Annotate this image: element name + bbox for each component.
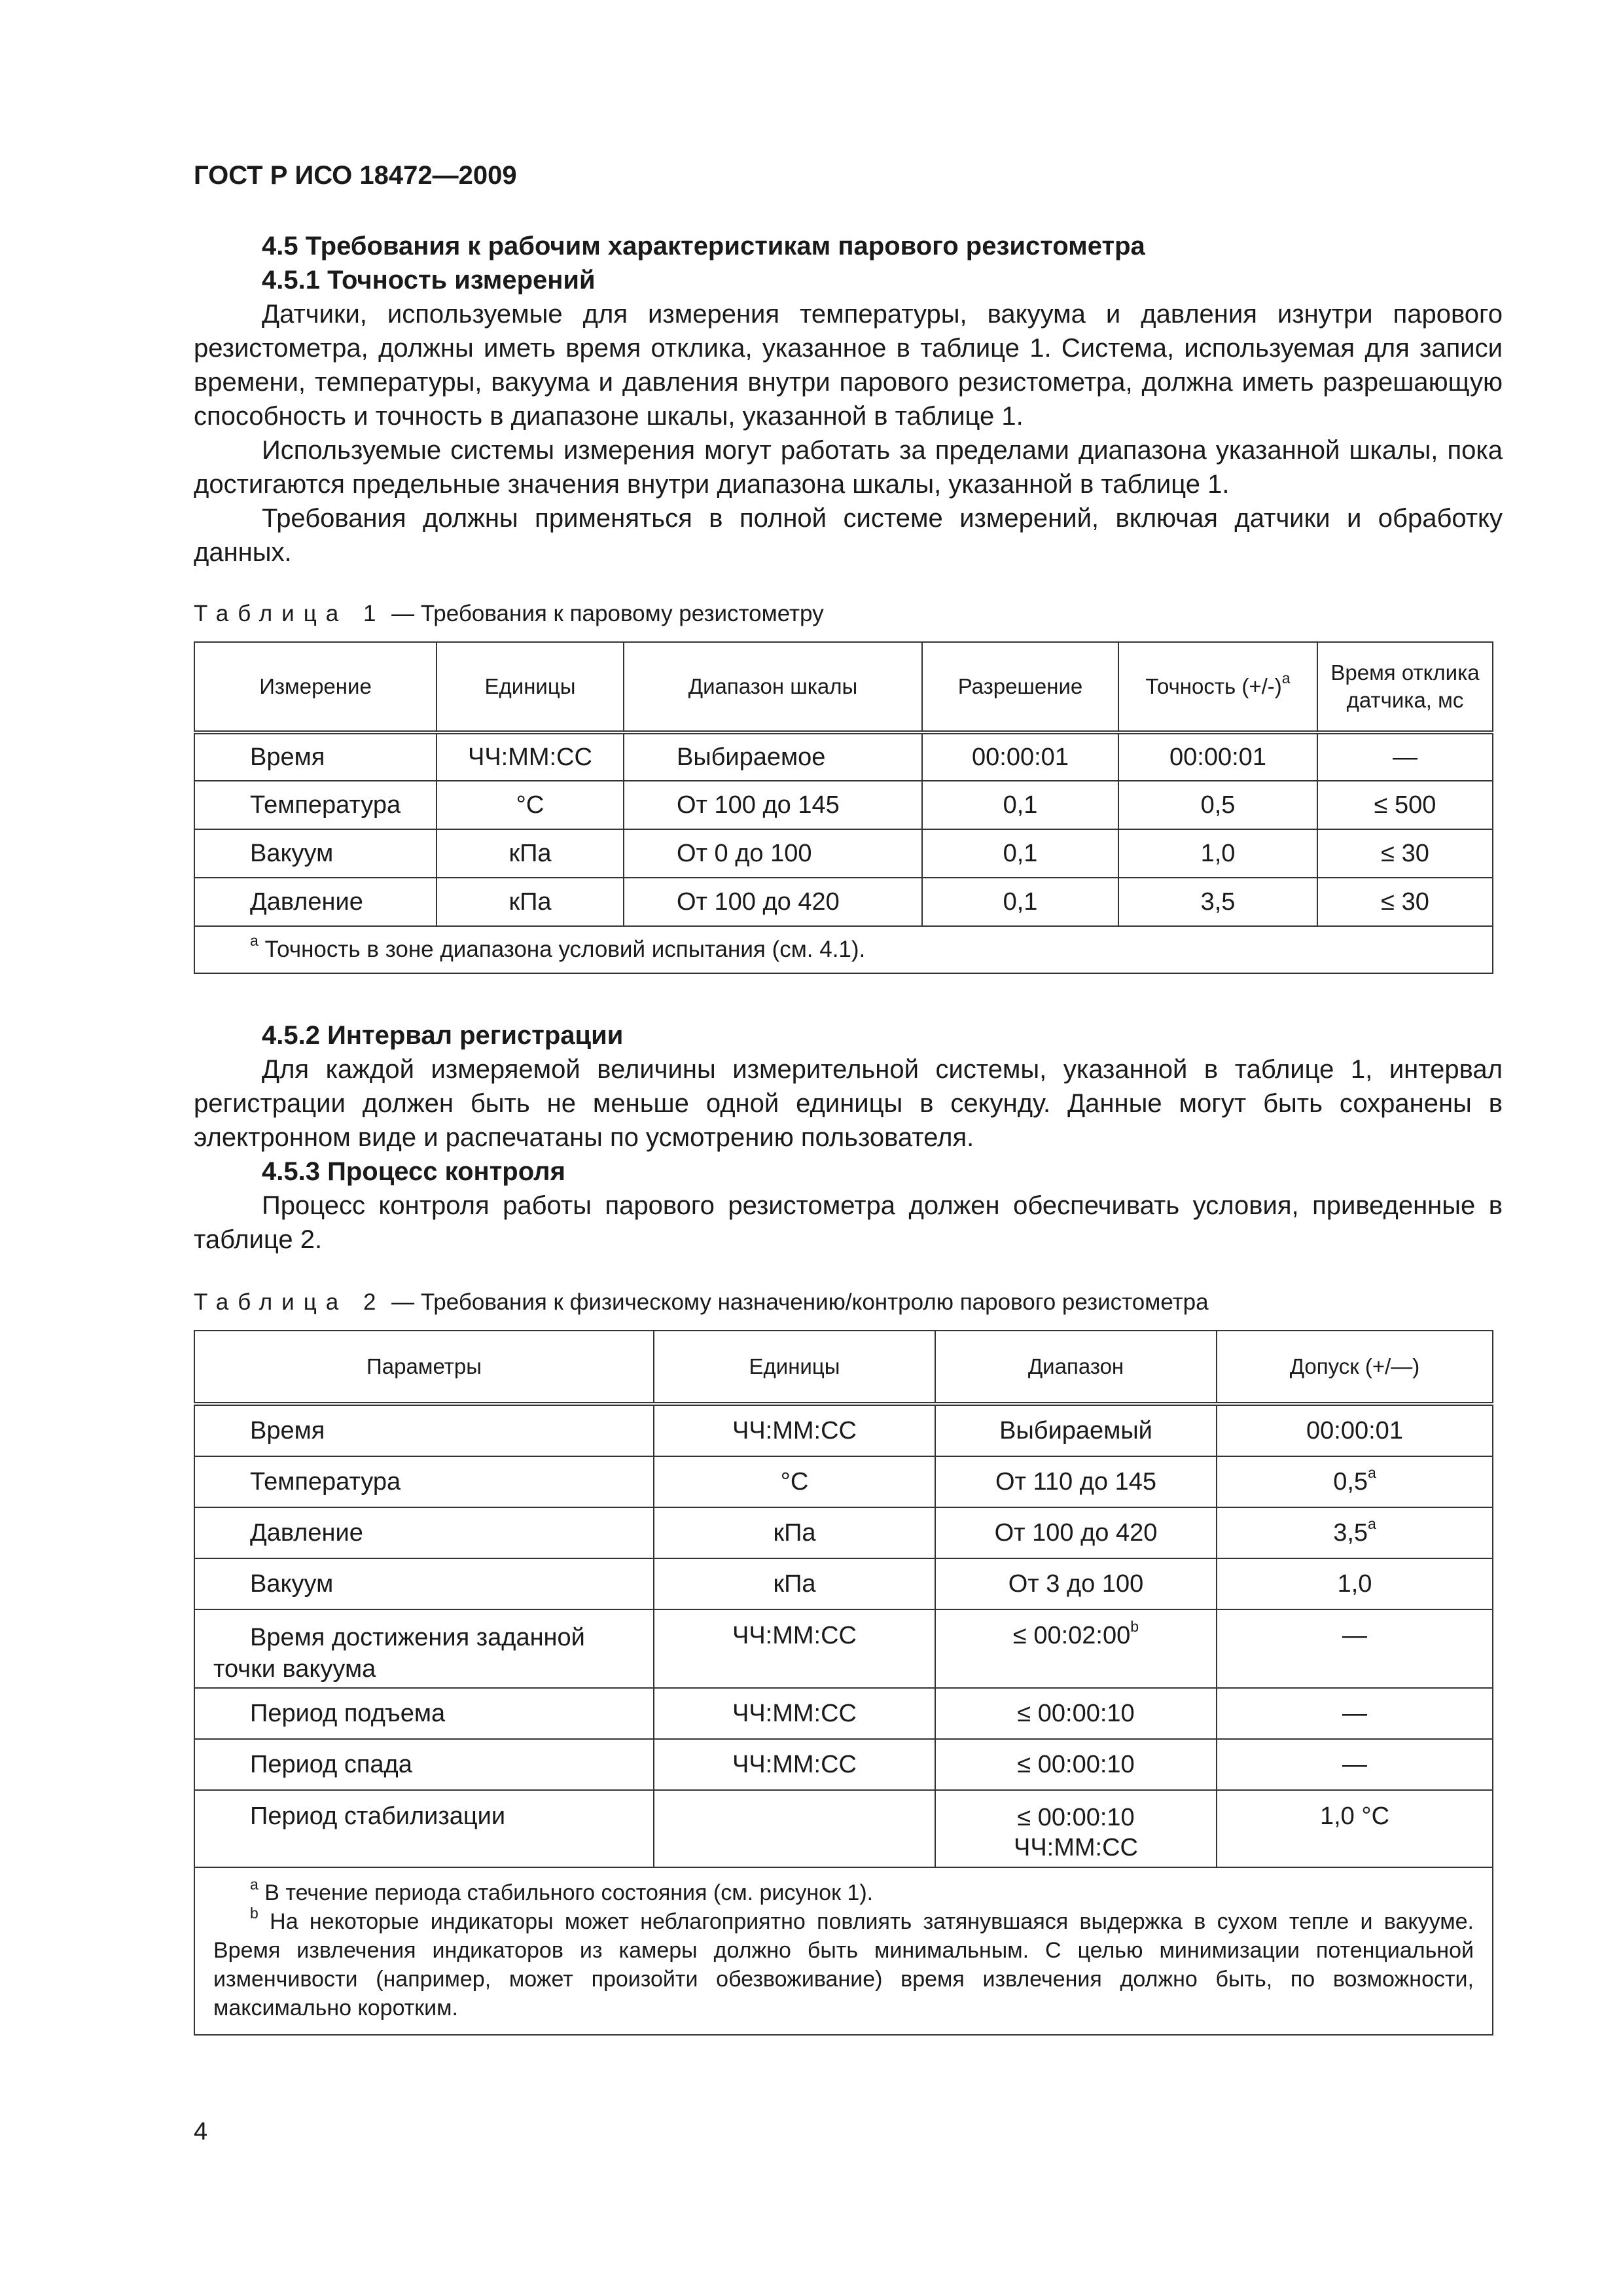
footnote-mark: a — [250, 932, 259, 950]
table2-cell: кПа — [654, 1507, 935, 1558]
table2-cell: Период подъема — [194, 1688, 654, 1739]
table2-footnotes-row — [194, 1867, 1493, 2035]
table2-footnote-b: $^b$ На некоторые индикаторы может неблагоприятно повлиять затянувшаяся выдержка в сухом тепле и вакууме. Время извлечения индикаторов из камеры должно быть минимальным. С целью минимизации потенциальной изменчивости (например, может произойти обезвоживание) время извлечения должно быть, по возможности, максимально коротким. — [213, 1904, 1474, 2020]
table2-cell: Период спада — [194, 1739, 654, 1790]
table1-footnote-row — [194, 926, 1493, 973]
table1-header-measurement: Измерение — [194, 642, 437, 732]
table1-cell: 1,0 — [1118, 829, 1317, 878]
table2-header-parameters: Параметры — [194, 1331, 654, 1404]
table2-cell: 0,5$^a$ — [1217, 1456, 1493, 1507]
table2-caption — [194, 1289, 1209, 1316]
table1-cell: ≤ 500 — [1317, 781, 1493, 829]
table2-cell: Время — [194, 1404, 654, 1456]
table-2 — [194, 1330, 1493, 2036]
table2-cell: ≤ 00:00:10 — [935, 1688, 1217, 1739]
paragraph-accuracy-1: Датчики, используемые для измерения температуры, вакуума и давления изнутри парового резистометра, должны иметь время отклика, указанное в таблице 1. Система, используемая для записи времени, температуры, вакуума и давления внутри парового резистометра, должна иметь разрешающую способность и точность в диапазоне шкалы, указанной в таблице 1. — [194, 300, 1503, 431]
footnote-mark: b — [1130, 1618, 1139, 1636]
page-number: 4 — [194, 2118, 208, 2145]
table1-caption-label: Таблица 1 — [194, 601, 385, 626]
table1-header-response-time: Время отклика датчика, мс — [1317, 642, 1493, 732]
table1-caption — [194, 601, 824, 627]
table2-cell: Время достижения заданной точки вакуума — [194, 1609, 654, 1688]
table2-cell: 1,0 — [1217, 1558, 1493, 1609]
table2-cell: От 3 до 100 — [935, 1558, 1217, 1609]
section-4-5-2-heading: 4.5.2 Интервал регистрации — [262, 1021, 624, 1050]
table2-caption-text: — Требования к физическому назначению/контролю парового резистометра — [385, 1289, 1209, 1315]
table1-cell: Выбираемое — [624, 732, 922, 781]
section-4-5-1-heading: 4.5.1 Точность измерений — [262, 266, 596, 295]
table2-cell: ЧЧ:ММ:СС — [654, 1609, 935, 1688]
table1-cell: ≤ 30 — [1317, 878, 1493, 926]
table2-cell: ЧЧ:ММ:СС — [654, 1688, 935, 1739]
table1-header-units: Единицы — [437, 642, 624, 732]
table1-cell: 0,5 — [1118, 781, 1317, 829]
table2-cell: Выбираемый — [935, 1404, 1217, 1456]
table2-cell: 3,5$^a$ — [1217, 1507, 1493, 1558]
table2-cell: ЧЧ:ММ:СС — [654, 1739, 935, 1790]
table1-row — [194, 732, 1493, 781]
section-4-5-heading: 4.5 Требования к рабочим характеристикам парового резистометра — [262, 232, 1145, 260]
table2-header-units: Единицы — [654, 1331, 935, 1404]
table1-cell: От 0 до 100 — [624, 829, 922, 878]
table1-cell: кПа — [437, 829, 624, 878]
table2-cell: ≤ 00:00:10 — [935, 1739, 1217, 1790]
table1-footnote: $^a$ Точность в зоне диапазона условий испытания (см. 4.1). — [194, 926, 1493, 973]
table1-cell: ≤ 30 — [1317, 829, 1493, 878]
table1-caption-text: — Требования к паровому резистометру — [385, 601, 824, 626]
table2-cell: — — [1217, 1609, 1493, 1688]
table1-cell: — — [1317, 732, 1493, 781]
table1-row — [194, 781, 1493, 829]
table2-cell: Вакуум — [194, 1558, 654, 1609]
table1-row — [194, 829, 1493, 878]
table2-cell: Температура — [194, 1456, 654, 1507]
table2-cell: кПа — [654, 1558, 935, 1609]
table2-footnote-a: $^a$ В течение периода стабильного состояния (см. рисунок 1). — [250, 1875, 874, 1905]
table2-cell: Давление — [194, 1507, 654, 1558]
table2-cell: — — [1217, 1688, 1493, 1739]
table1-header-range: Диапазон шкалы — [624, 642, 922, 732]
table2-cell — [654, 1790, 935, 1867]
table2-row — [194, 1456, 1493, 1507]
paragraph-accuracy-2: Используемые системы измерения могут работать за пределами диапазона указанной шкалы, пока достигаются предельные значения внутри диапазона шкалы, указанной в таблице 1. — [194, 436, 1503, 499]
table2-row — [194, 1507, 1493, 1558]
section-4-5-3-heading: 4.5.3 Процесс контроля — [262, 1157, 565, 1186]
table2-header-range: Диапазон — [935, 1331, 1217, 1404]
table2-row — [194, 1688, 1493, 1739]
footnote-mark: a — [250, 1875, 259, 1893]
table1-cell: кПа — [437, 878, 624, 926]
table1-cell: Температура — [194, 781, 437, 829]
document-header: ГОСТ Р ИСО 18472—2009 — [194, 161, 517, 190]
table2-header-row — [194, 1331, 1493, 1404]
footnote-mark: a — [1368, 1463, 1376, 1481]
table2-row — [194, 1739, 1493, 1790]
table2-caption-label: Таблица 2 — [194, 1289, 385, 1315]
table1-cell: °C — [437, 781, 624, 829]
table1-header-row — [194, 642, 1493, 732]
table2-cell: 00:00:01 — [1217, 1404, 1493, 1456]
table2-cell: От 110 до 145 — [935, 1456, 1217, 1507]
footnote-mark: a — [1368, 1515, 1376, 1532]
table-1 — [194, 641, 1493, 974]
table1-cell: Время — [194, 732, 437, 781]
table2-cell: Период стабилизации — [194, 1790, 654, 1867]
table1-cell: От 100 до 420 — [624, 878, 922, 926]
table1-cell: 00:00:01 — [922, 732, 1118, 781]
table2-cell: ≤ 00:00:10 ЧЧ:ММ:СС — [935, 1790, 1217, 1867]
table1-cell: 0,1 — [922, 829, 1118, 878]
paragraph-accuracy-3: Требования должны применяться в полной системе измерений, включая датчики и обработку данных. — [194, 504, 1503, 567]
table1-cell: ЧЧ:ММ:СС — [437, 732, 624, 781]
table1-header-resolution: Разрешение — [922, 642, 1118, 732]
table2-cell: — — [1217, 1739, 1493, 1790]
table2-cell: ≤ $00:02:00^b$ — [935, 1609, 1217, 1688]
table2-row — [194, 1609, 1493, 1688]
paragraph-control: Процесс контроля работы парового резистометра должен обеспечивать условия, приведенные в таблице 2. — [194, 1191, 1503, 1254]
table2-row — [194, 1404, 1493, 1456]
table1-cell: 3,5 — [1118, 878, 1317, 926]
table2-row — [194, 1558, 1493, 1609]
table1-row — [194, 878, 1493, 926]
table1-cell: От 100 до 145 — [624, 781, 922, 829]
table2-cell: 1,0 °C — [1217, 1790, 1493, 1867]
table1-cell: Давление — [194, 878, 437, 926]
table2-row — [194, 1790, 1493, 1867]
footnote-mark: a — [1281, 670, 1291, 687]
table2-cell: ЧЧ:ММ:СС — [654, 1404, 935, 1456]
table1-cell: Вакуум — [194, 829, 437, 878]
footnote-mark: b — [250, 1904, 259, 1922]
table1-cell: 0,1 — [922, 878, 1118, 926]
table2-header-tolerance: Допуск (+/—) — [1217, 1331, 1493, 1404]
table1-header-accuracy: Точность $(+/-)^a$ — [1118, 642, 1317, 732]
table1-cell: 00:00:01 — [1118, 732, 1317, 781]
table1-cell: 0,1 — [922, 781, 1118, 829]
table2-cell: От 100 до 420 — [935, 1507, 1217, 1558]
table2-cell: °C — [654, 1456, 935, 1507]
paragraph-interval: Для каждой измеряемой величины измерительной системы, указанной в таблице 1, интервал регистрации должен быть не меньше одной единицы в секунду. Данные могут быть сохранены в электронном виде и распечатаны по усмотрению пользователя. — [194, 1055, 1503, 1152]
table2-footnotes — [194, 1867, 1493, 2035]
